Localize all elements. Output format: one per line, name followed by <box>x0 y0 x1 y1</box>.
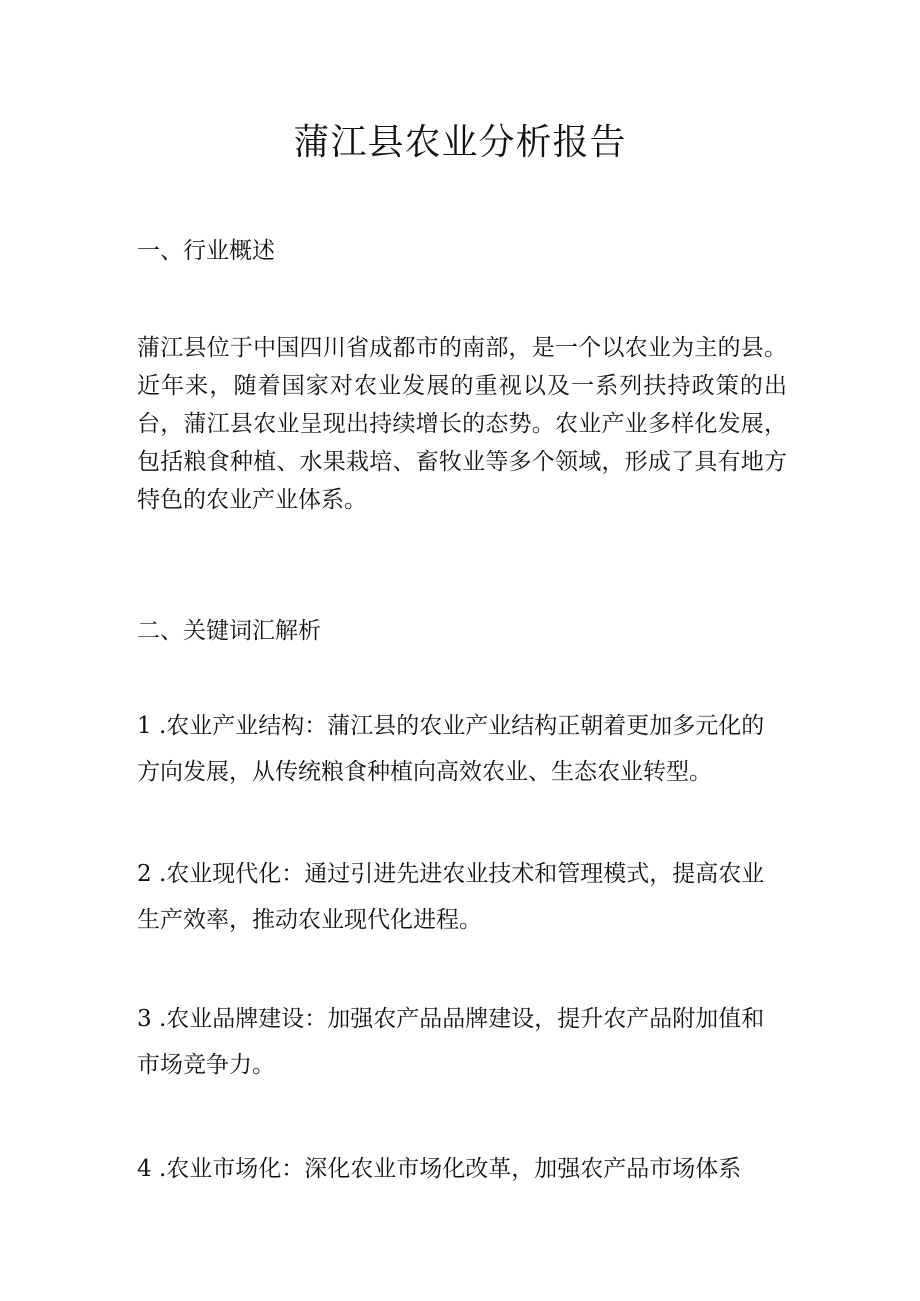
section-heading-keywords: 二、关键词汇解析 <box>137 618 321 644</box>
keyword-item-text: .农业产业结构：蒲江县的农业产业结构正朝着更加多元化的方向发展，从传统粮食种植向高效农业、生态农业转型。 <box>137 713 765 785</box>
keyword-item-3 <box>137 996 787 1088</box>
keyword-item-4 <box>137 1146 787 1192</box>
keyword-item-number: 4 <box>137 1156 152 1182</box>
keyword-item-number: 1 <box>137 713 152 739</box>
document-title: 蒲江县农业分析报告 <box>293 122 627 163</box>
keyword-item-2 <box>137 851 787 943</box>
keyword-item-1 <box>137 703 787 795</box>
keyword-item-text: .农业品牌建设：加强农产品品牌建设，提升农产品附加值和市场竞争力。 <box>137 1006 765 1078</box>
keyword-item-text: .农业市场化：深化农业市场化改革，加强农产品市场体系 <box>159 1156 742 1182</box>
overview-paragraph: 蒲江县位于中国四川省成都市的南部，是一个以农业为主的县。近年来，随着国家对农业发展的重视以及一系列扶持政策的出台，蒲江县农业呈现出持续增长的态势。农业产业多样化发展，包括粮食种植、水果栽培、畜牧业等多个领域，形成了具有地方特色的农业产业体系。 <box>137 335 787 513</box>
keyword-item-number: 3 <box>137 1006 152 1032</box>
section-heading-overview: 一、行业概述 <box>137 238 275 264</box>
keyword-item-text: .农业现代化：通过引进先进农业技术和管理模式，提高农业生产效率，推动农业现代化进程。 <box>137 861 765 933</box>
keyword-item-number: 2 <box>137 861 152 887</box>
